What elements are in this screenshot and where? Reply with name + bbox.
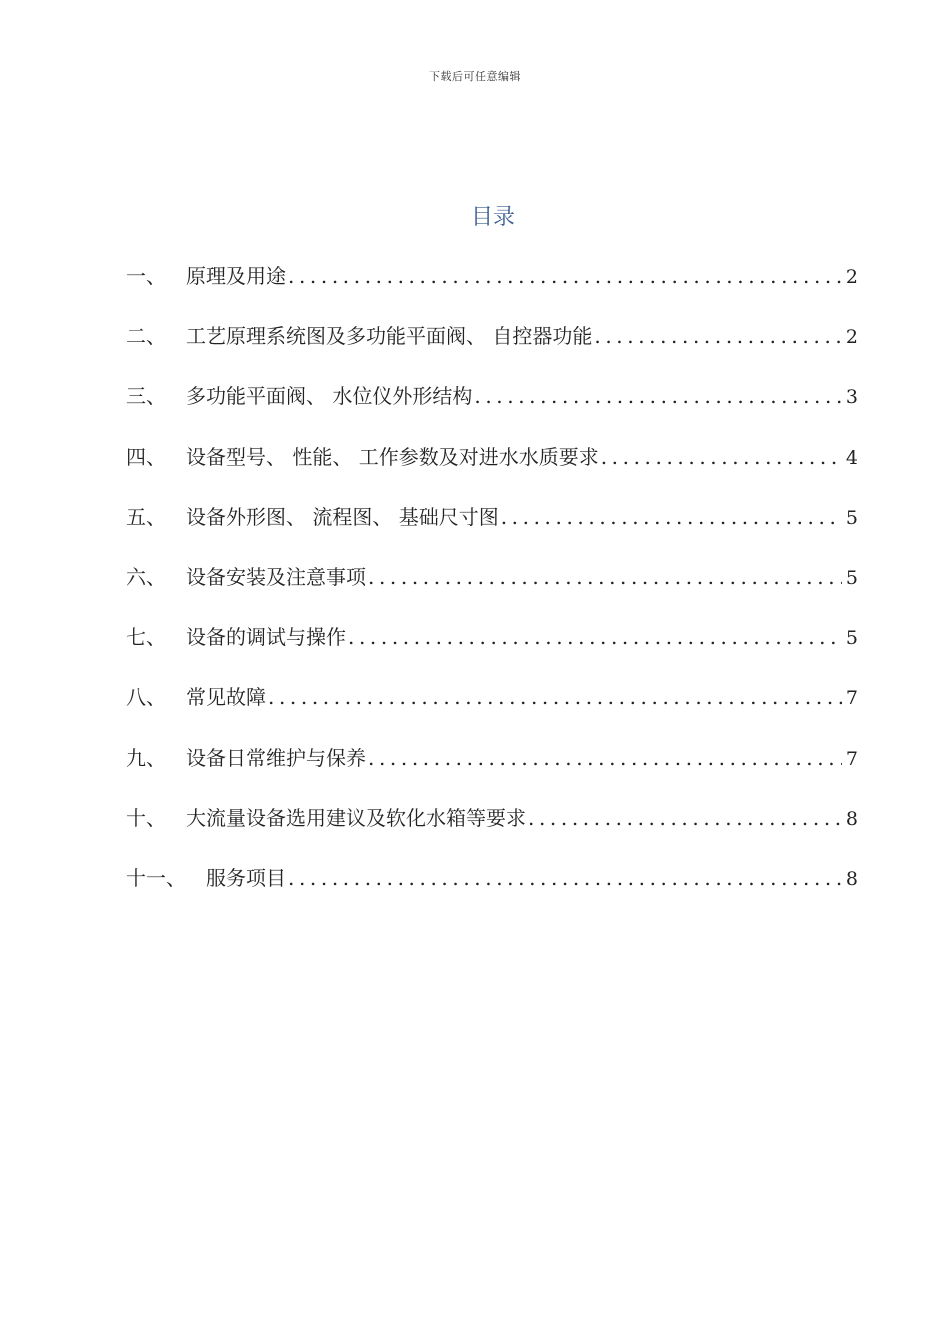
toc-page-number: 7 — [845, 687, 858, 710]
toc-entry-number: 六、 — [126, 564, 166, 589]
toc-entry-title: 原理及用途 — [186, 264, 286, 288]
toc-dot-leader — [368, 563, 842, 591]
toc-page-number: 5 — [845, 566, 858, 589]
toc-entry-3[interactable] — [126, 382, 858, 442]
toc-dot-leader — [368, 744, 842, 772]
toc-entry-title: 常见故障 — [186, 685, 266, 710]
toc-entry-11[interactable] — [126, 864, 858, 924]
toc-entry-number: 十、 — [126, 805, 166, 830]
toc-dot-leader — [268, 683, 842, 711]
toc-dot-leader — [288, 262, 842, 290]
toc-entry-number: 十一、 — [126, 865, 186, 890]
toc-entry-number: 七、 — [126, 625, 166, 650]
toc-entry-7[interactable] — [126, 623, 858, 683]
toc-page-number: 5 — [845, 506, 858, 529]
toc-entry-title: 设备外形图、 流程图、 基础尺寸图 — [186, 504, 499, 529]
toc-entry-title: 设备安装及注意事项 — [186, 564, 366, 589]
toc-dot-leader — [501, 503, 842, 531]
toc-dot-leader — [594, 322, 842, 350]
toc-dot-leader — [288, 864, 842, 892]
toc-entry-title: 工艺原理系统图及多功能平面阀、 自控器功能 — [186, 324, 593, 349]
toc-page-number: 2 — [845, 266, 858, 288]
header-note: 下载后可任意编辑 — [429, 70, 521, 83]
toc-entry-number: 一、 — [126, 264, 166, 288]
toc-page-number: 5 — [845, 627, 858, 650]
toc-dot-leader — [474, 382, 842, 410]
toc-page-number: 3 — [845, 386, 858, 409]
toc-entry-title: 设备的调试与操作 — [186, 625, 346, 650]
toc-entry-number: 八、 — [126, 685, 166, 710]
toc-entry-title: 大流量设备选用建议及软化水箱等要求 — [186, 805, 526, 830]
toc-dot-leader — [348, 623, 842, 651]
toc-entry-title: 服务项目 — [206, 865, 286, 890]
toc-entry-number: 三、 — [126, 384, 166, 409]
toc-page-number: 8 — [845, 807, 858, 830]
toc-entry-1[interactable] — [126, 262, 858, 322]
toc-entry-4[interactable] — [126, 443, 858, 503]
toc-dot-leader — [601, 443, 842, 471]
toc-dot-leader — [528, 804, 842, 832]
toc-page-number: 4 — [845, 446, 858, 469]
toc-entry-5[interactable] — [126, 503, 858, 563]
toc-entry-number: 九、 — [126, 745, 166, 770]
toc-title: 目录 — [470, 205, 515, 230]
toc-entry-10[interactable] — [126, 804, 858, 864]
toc-entry-6[interactable] — [126, 563, 858, 623]
toc-page-number: 2 — [845, 326, 858, 349]
toc-page-number: 8 — [845, 867, 858, 890]
toc-entry-title: 设备日常维护与保养 — [186, 745, 366, 770]
toc-entry-title: 多功能平面阀、 水位仪外形结构 — [186, 384, 473, 409]
toc-page-number: 7 — [845, 747, 858, 770]
toc-entry-9[interactable] — [126, 744, 858, 804]
toc-entry-number: 四、 — [126, 444, 166, 469]
table-of-contents — [126, 262, 858, 924]
toc-entry-title: 设备型号、 性能、 工作参数及对进水水质要求 — [186, 444, 599, 469]
toc-entry-number: 五、 — [126, 504, 166, 529]
toc-entry-number: 二、 — [126, 324, 166, 349]
toc-entry-2[interactable] — [126, 322, 858, 382]
toc-entry-8[interactable] — [126, 683, 858, 743]
